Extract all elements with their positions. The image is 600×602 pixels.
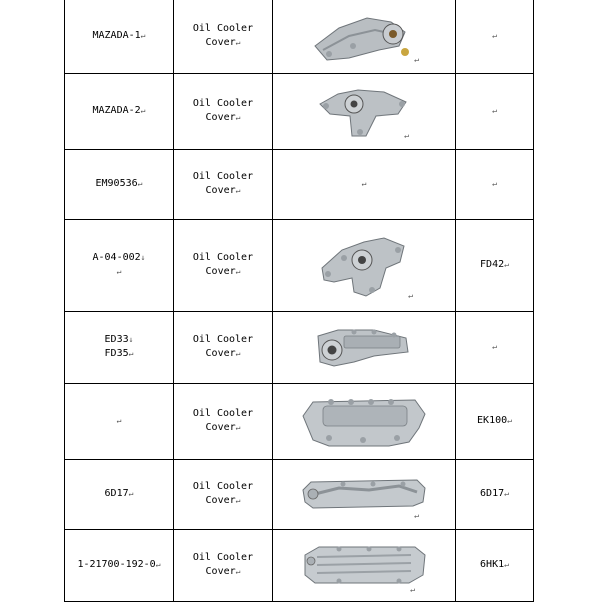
part-name-cell bbox=[174, 459, 273, 529]
engine-model: EK100 bbox=[477, 415, 508, 426]
paragraph-mark: ↵ bbox=[410, 584, 415, 594]
paragraph-mark: ↵ bbox=[414, 510, 419, 520]
part-name-cell bbox=[174, 73, 273, 149]
table-row bbox=[65, 459, 534, 529]
part-number-cell bbox=[65, 529, 174, 601]
engine-cell bbox=[456, 311, 534, 383]
part-name: Oil Cooler Cover bbox=[192, 481, 254, 506]
part-number: EM90536 bbox=[95, 178, 138, 189]
part-number-cell bbox=[65, 311, 174, 383]
engine-cell bbox=[456, 149, 534, 219]
engine-model: 6D17 bbox=[480, 488, 505, 499]
part-number-cell bbox=[65, 149, 174, 219]
part-name: Oil Cooler Cover bbox=[192, 408, 254, 433]
paragraph-mark: ↵ bbox=[140, 106, 146, 115]
paragraph-mark: ↵ bbox=[235, 38, 241, 48]
part-name-cell bbox=[174, 149, 273, 219]
paragraph-mark: ↵ bbox=[235, 186, 241, 195]
part-number: MAZADA-2 bbox=[92, 105, 141, 116]
engine-cell bbox=[456, 219, 534, 311]
engine-cell bbox=[456, 529, 534, 601]
part-number-cell bbox=[65, 219, 174, 311]
part-name-cell bbox=[174, 311, 273, 383]
paragraph-mark: ↵ bbox=[128, 489, 134, 498]
oil-cooler-cover-photo-icon bbox=[314, 228, 414, 302]
table-row bbox=[65, 311, 534, 383]
oil-cooler-cover-photo-icon bbox=[299, 392, 429, 450]
oil-cooler-cover-photo-icon bbox=[299, 472, 429, 516]
part-image-cell bbox=[273, 311, 456, 383]
part-number: 6D17 bbox=[104, 488, 129, 499]
line-break-mark: ↓ bbox=[128, 335, 134, 344]
part-number-cell bbox=[65, 383, 174, 459]
table-row bbox=[65, 73, 534, 149]
table-row bbox=[65, 383, 534, 459]
oil-cooler-cover-photo-icon bbox=[314, 322, 414, 372]
part-number: FD35 bbox=[104, 348, 129, 359]
paragraph-mark: ↵ bbox=[155, 560, 161, 569]
paragraph-mark: ↵ bbox=[492, 106, 497, 115]
part-number: ED33 bbox=[104, 334, 129, 345]
part-image-cell bbox=[273, 73, 456, 149]
paragraph-mark: ↵ bbox=[504, 260, 509, 269]
part-name: Oil Cooler Cover bbox=[192, 23, 254, 49]
part-image-cell bbox=[273, 529, 456, 601]
paragraph-mark: ↵ bbox=[504, 560, 509, 569]
paragraph-mark: ↵ bbox=[116, 267, 122, 276]
part-name: Oil Cooler Cover bbox=[192, 171, 254, 196]
engine-cell bbox=[456, 73, 534, 149]
part-image-cell bbox=[273, 0, 456, 73]
part-number: MAZADA-1 bbox=[92, 30, 141, 42]
engine-cell bbox=[456, 0, 534, 73]
paragraph-mark: ↵ bbox=[116, 416, 122, 425]
part-name-cell bbox=[174, 383, 273, 459]
paragraph-mark: ↵ bbox=[235, 567, 241, 576]
paragraph-mark: ↵ bbox=[492, 179, 497, 188]
paragraph-mark: ↵ bbox=[404, 130, 409, 140]
part-number: A-04-002 bbox=[92, 252, 141, 263]
part-number-cell bbox=[65, 73, 174, 149]
table-row bbox=[65, 529, 534, 601]
paragraph-mark: ↵ bbox=[235, 267, 241, 276]
part-image-cell bbox=[273, 219, 456, 311]
part-name-cell bbox=[174, 0, 273, 73]
paragraph-mark: ↵ bbox=[361, 179, 367, 188]
engine-cell bbox=[456, 459, 534, 529]
oil-cooler-cover-photo-icon bbox=[314, 80, 414, 142]
table-row bbox=[65, 0, 534, 73]
engine-cell bbox=[456, 383, 534, 459]
table-row bbox=[65, 219, 534, 311]
part-number-cell bbox=[65, 0, 174, 73]
paragraph-mark: ↵ bbox=[492, 31, 497, 41]
part-name: Oil Cooler Cover bbox=[192, 552, 254, 577]
paragraph-mark: ↵ bbox=[504, 489, 509, 498]
paragraph-mark: ↵ bbox=[492, 342, 497, 351]
part-image-cell bbox=[273, 459, 456, 529]
engine-model: FD42 bbox=[480, 259, 505, 270]
part-number-cell bbox=[65, 459, 174, 529]
part-image-cell bbox=[273, 383, 456, 459]
paragraph-mark: ↵ bbox=[140, 31, 146, 41]
part-name: Oil Cooler Cover bbox=[192, 334, 254, 359]
part-name: Oil Cooler Cover bbox=[192, 252, 254, 277]
part-image-cell bbox=[273, 149, 456, 219]
oil-cooler-cover-photo-icon bbox=[309, 6, 419, 66]
paragraph-mark: ↵ bbox=[128, 349, 134, 358]
paragraph-mark: ↵ bbox=[408, 290, 413, 300]
part-name-cell bbox=[174, 529, 273, 601]
part-name-cell bbox=[174, 219, 273, 311]
paragraph-mark: ↵ bbox=[414, 54, 419, 64]
part-number: 1-21700-192-0 bbox=[77, 559, 156, 570]
line-break-mark: ↓ bbox=[140, 253, 146, 262]
parts-table bbox=[64, 0, 534, 602]
table-row bbox=[65, 149, 534, 219]
paragraph-mark: ↵ bbox=[235, 349, 241, 358]
paragraph-mark: ↵ bbox=[507, 416, 512, 425]
paragraph-mark: ↵ bbox=[235, 113, 241, 122]
paragraph-mark: ↵ bbox=[235, 423, 241, 432]
part-name: Oil Cooler Cover bbox=[192, 98, 254, 123]
paragraph-mark: ↵ bbox=[137, 179, 143, 188]
paragraph-mark: ↵ bbox=[235, 496, 241, 505]
engine-model: 6HK1 bbox=[480, 559, 505, 570]
